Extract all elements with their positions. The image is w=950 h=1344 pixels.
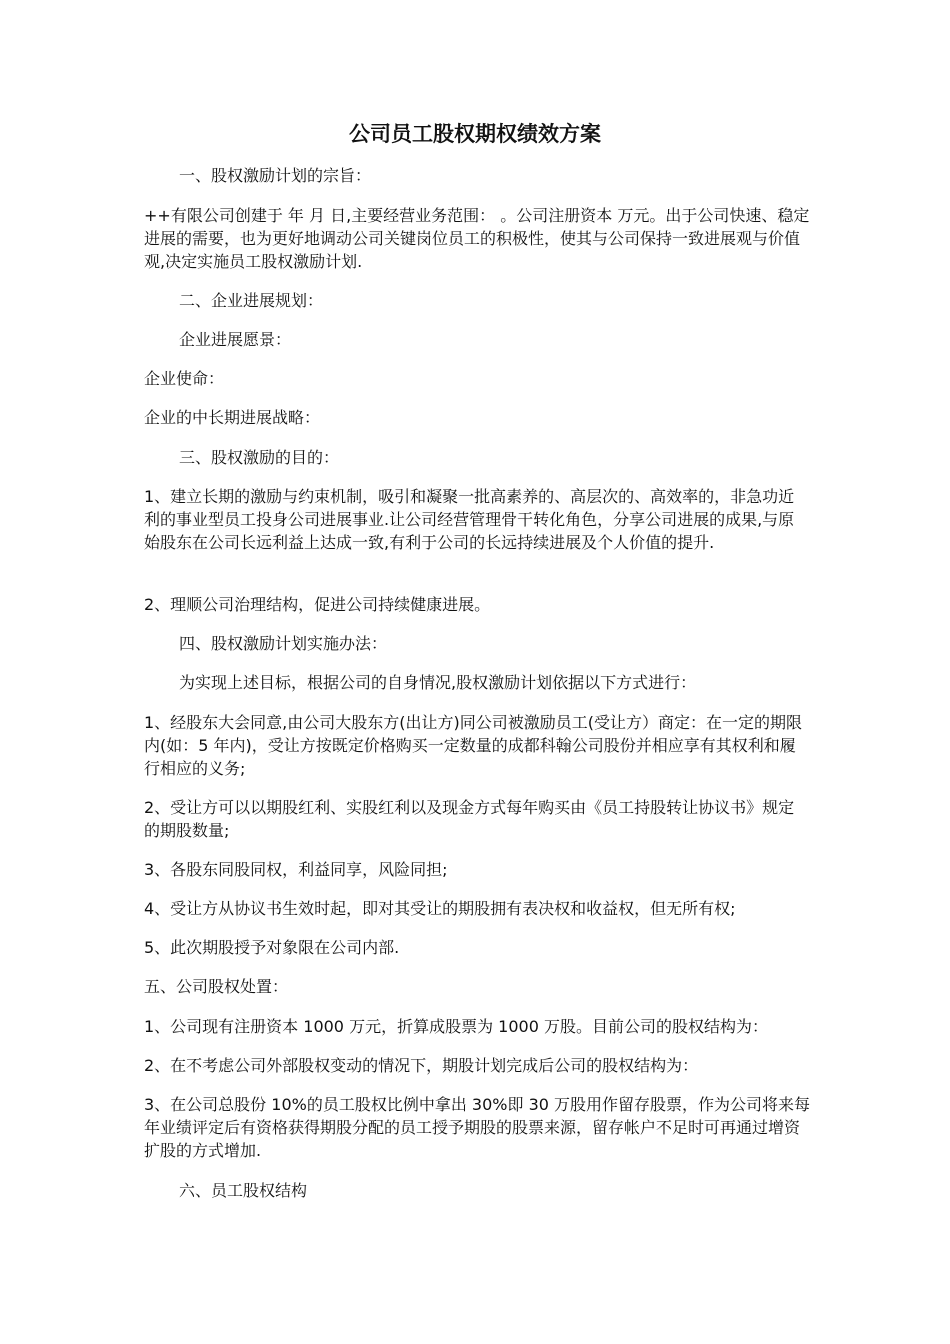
paragraph-method-2: 2、受让方可以以期股红利、实股红利以及现金方式每年购买由《员工持股转让协议书》规定的期股数量;	[144, 798, 795, 840]
section-heading-6: 六、员工股权结构	[179, 1181, 308, 1200]
paragraph-strategy: 企业的中长期进展战略：	[144, 408, 321, 427]
paragraph-mission: 企业使命：	[144, 369, 225, 388]
paragraph-method-1: 1、经股东大会同意,由公司大股东方(出让方)同公司被激励员工(受让方）商定：在一定的期限内(如：5 年内)，受让方按既定价格购买一定数量的成都科翰公司股份并相应享有其权利和履行相应的义务;	[144, 713, 802, 778]
section-heading-3: 三、股权激励的目的：	[179, 448, 340, 467]
document-title: 公司员工股权期权绩效方案	[349, 122, 601, 146]
paragraph-equity-2: 2、在不考虑公司外部股权变动的情况下，期股计划完成后公司的股权结构为：	[144, 1056, 699, 1075]
section-heading-2: 二、企业进展规划：	[179, 291, 324, 310]
paragraph-purpose-2: 2、理顺公司治理结构，促进公司持续健康进展。	[144, 595, 491, 614]
section-heading-4: 四、股权激励计划实施办法：	[179, 634, 388, 653]
paragraph-method-5: 5、此次期股授予对象限在公司内部.	[144, 938, 400, 957]
paragraph-method-3: 3、各股东同股同权，利益同享，风险同担;	[144, 860, 448, 879]
paragraph-method-4: 4、受让方从协议书生效时起，即对其受让的期股拥有表决权和收益权，但无所有权;	[144, 899, 736, 918]
section-heading-5: 五、公司股权处置：	[144, 977, 289, 996]
paragraph-purpose-1: 1、建立长期的激励与约束机制，吸引和凝聚一批高素养的、高层次的、高效率的，非急功近利的事业型员工投身公司进展事业.让公司经营管理骨干转化角色，分享公司进展的成果,与原始股东在公司长远利益上达成一致,有利于公司的长远持续进展及个人价值的提升.	[144, 487, 795, 552]
paragraph-method-intro: 为实现上述目标，根据公司的自身情况,股权激励计划依据以下方式进行：	[179, 673, 697, 692]
paragraph-company-intro: ++有限公司创建于 年 月 日,主要经营业务范围： 。公司注册资本 万元。出于公司快速、稳定进展的需要，也为更好地调动公司关键岗位员工的积极性，使其与公司保持一致进展观与价值观,决定实施员工股权激励计划.	[144, 206, 810, 271]
paragraph-equity-1: 1、公司现有注册资本 1000 万元，折算成股票为 1000 万股。目前公司的股权结构为：	[144, 1017, 768, 1036]
section-heading-1: 一、股权激励计划的宗旨：	[179, 166, 372, 185]
paragraph-equity-3: 3、在公司总股份 10%的员工股权比例中拿出 30%即 30 万股用作留存股票，作为公司将来每年业绩评定后有资格获得期股分配的员工授予期股的股票来源，留存帐户不足时可再通过增资扩股的方式增加.	[144, 1095, 811, 1160]
paragraph-vision: 企业进展愿景：	[179, 330, 292, 349]
